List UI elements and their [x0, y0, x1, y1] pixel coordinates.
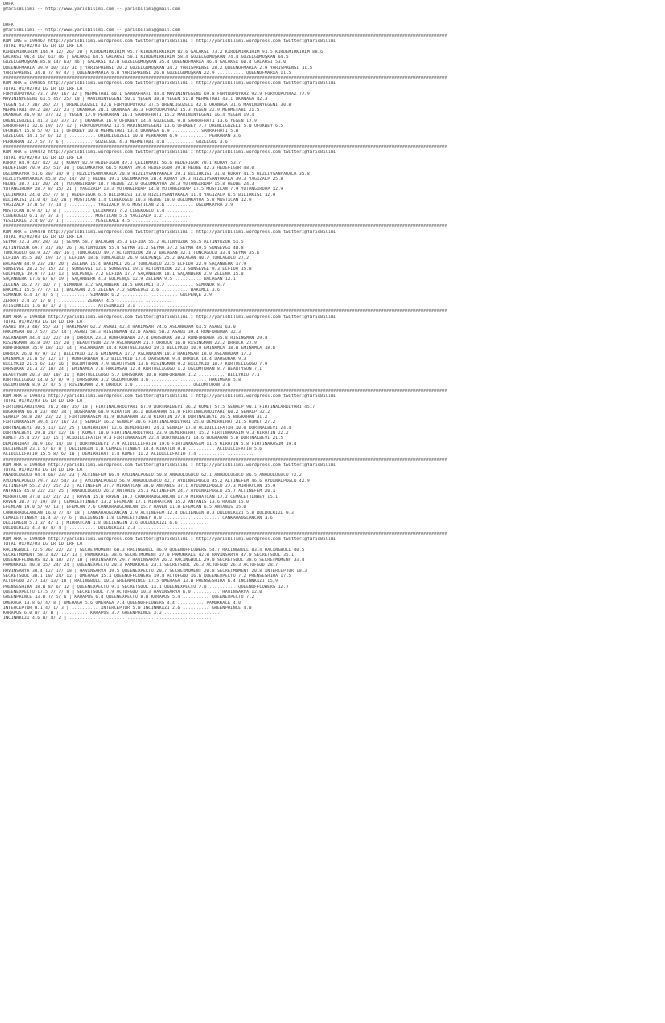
table-row: SARRAFHATI 32.6 19/ 17/ 12 | FORYOUPOYRAZ 11.5 MAVININYEGENI 13.6 UFUKBEY 7.7 ÖRENLIGÜZELI 5.0 UFUKBEY 6.5	[3, 123, 284, 129]
table-row: YESILKALE 2.4 0/ 2/ 1 | .......... YESILKALE 4.5 .......... ..........	[3, 219, 189, 225]
table-row: INCINNKIZI 4.6 0/ 4/ 2 | .......... .......... .......... .......... ..........	[3, 616, 212, 622]
table-row: BEAUTYSUN 20.3 10/ 10/ 11 | KORTVELIGOGO 5.7 DARSOKAK 10.8 RUNFORBABA 1.2 .......... BILLYKID 7.1	[3, 372, 260, 378]
race-section	[3, 76, 662, 145]
table-row: BILLYKID 21.5 6/ 13/ 16 | OGLUMTURAN 7.9 BEAUTYSUN 13.6 RISINGMAN 9.2 BILLYKID 10.7 KORTVELIGOGO 7.9	[3, 362, 268, 368]
table-row: ACIDILLIFATIH 15.5 8/ 6/ 10 | DEMIRHIHAT 1.4 KOMET 11.2 ACIDILLIFATIH 7.4 .......... ..........	[3, 452, 255, 458]
table-row: FIRTINALARDIYARI 76.2 40/ 35/ 18 | FIRTINALARDIYARI 67.9 DÖRTNALBEYI 36.2 KOMET 57.5 SENALP 90.1 FIRTINALARDIYARI 45.7	[3, 404, 315, 410]
table-row: MUSTICAN 8.9 4/ 1/ 8 | .......... ÇELIKMAVI 7.2 CIBEKOGLU 1.4 ..........	[3, 208, 194, 214]
table-row: BILIRKISI 21.0 4/ 13/ 20 | MUSTICAN 1.4 CIBEKOGLU 10.3 HEDBE 10.0 OGLUMKAYRA 5.8 MUSTICAN 12.9	[3, 197, 252, 203]
table-row: EMINAMCA 21.8 5/ 12/ 17 | RUNFORBABA 8.2 BILLYKID 17.4 DARSOKAK 9.4 DRROCK 14.4 DARSOKAK 9.3	[3, 356, 247, 362]
column-headers: TOTAL #1/#2/#3 LG LR LD LRF LA	[3, 468, 83, 474]
race-header: KUM ARA = 199464 http://yarisbilimi.wordpress.com twitter:@YarisBilimi : http://yarisbilimi.wordpress.com twitter:@YarisBilimi	[3, 462, 337, 468]
table-row: YEGEN 53.7 30/ 26/ 27 | ÖRENLIGÜZELI 42.6 FORYOUPOYRAZ 37.5 ÖRENLIGÜZELI 42.6 OKANAGA 31.6 MAVININYEGENI 30.8	[3, 102, 292, 108]
city-title-repeat: URFA	[3, 23, 14, 29]
table-row: KORAY 84.9 42/ 42/ 32 | KORAY 82.9 HEDEFIGÖR 47.2 ÇELIKMAVI 56.6 HEDEFIGÖR 70.1 KORAY 53.7	[3, 160, 241, 166]
contact-line-repeat: @YarisBilimi -- http://www.yarisbilimi.com -- yarisbilimi@gmail.com	[3, 28, 181, 34]
table-row: DÖRTNALBEYI 29.0 24/ 12/ 16 | KOMET 10.0 FIRTINALARDIYARI 23.9 DEMIRHIHAT 15.2 FIRTINAKASIM 9.3 KIRATIN 22.2	[3, 431, 289, 437]
table-row: GÜLPENÇE 19.9 7/ 13/ 13 | GÜLPENÇE 7.2 ELFIDA 17.7 SAÇANBERK 18.1 SAÇANBERK 2.9 ZELENA 15.0	[3, 272, 244, 278]
table-row: DELIENGIN 5.1 3/ 4/ 1 | MIRHATCAN 1.8 DELIENGIN 2.6 DÜLDÜLKIZI 6.6 ..........	[3, 521, 207, 527]
table-row: KIRDEMIRKIRIM 144.9 12/ 26/ 20 | KIRDEMIRKIRIM 95.7 KIRDEMIRKIRIM 82.6 GALAKSI 73.2 KIRDEMIRKIRIM 91.5 KIRDEMIRKIRIM 88.6	[3, 49, 323, 55]
table-row: ÖRENLIGÜZELI 41.3 13/ 37/ 17 | OKANAGA 16.9 UFUKBEY 14.4 GÜZELGÜL 9.8 SARRAFHATI 13.6 YEGEN 17.9	[3, 118, 257, 124]
table-row: ÖMERAGA 13.8 6/ 4/ 8 | ÖMERAGA 5.6 ÖMERAGA 7.4 QUEENOFFLOWERS 4.4 .......... PAMUKKALE 4.0	[3, 600, 241, 606]
column-headers: TOTAL #1/#2/#3 LG LR LD LRF LA	[3, 155, 83, 161]
document	[3, 2, 662, 622]
table-row: ZELENA 16.2 7/ 10/ 7 | SIMANUR 3.2 SAÇANBERK 10.5 BAKIMLI 3.7 .......... SIMANUR 8.7	[3, 282, 226, 288]
table-row: RAVEN 30.7 7/ 19/ 19 | CEMALETTINBEY 13.2 EFEMCAN 17.1 MIRHATCAN 15.2 ANTANIS 13.6 RAVEN 15.0	[3, 499, 249, 505]
race-header: KUM ARA = 199472 http://yarisbilimi.wordpress.com twitter:@YarisBilimi : http://yarisbilimi.wordpress.com twitter:@YarisBilimi	[3, 150, 337, 156]
column-headers: TOTAL #1/#2/#3 LG LR LD LRF LA	[3, 44, 83, 50]
separator-line: ########################################################################################################################################################################	[3, 457, 448, 463]
table-row: ALTINEFEM 55.2 27/ 25/ 22 | ALTINEFEM 37.7 MIRHATCAN 38.0 ANTANIS 37.1 AYDINALPOGLU 27.3 MIRHATCAN 35.9	[3, 484, 276, 490]
table-row: ALTINYÜZÜK 69.7 31/ 36/ 26 | ALTINYÜZÜK 55.4 SEYMA 31.2 SEYMA 37.2 SEYMA 49.5 SONSEVGI 40.8	[3, 245, 244, 251]
table-row: DÖRTNALBEYI 30.5 11/ 12/ 25 | DEMIRHIHAT 12.6 DEMIRHIHAT 24.1 SENALP 17.8 ACIDILLIFATIH 10.0 DÖRTNALBEYI 24.4	[3, 425, 292, 431]
table-row: PRENSESHIRA 18.8 8/ 6/ 12 | QUEENEXPECTO 9.1 SECRETSOUL 11.1 QUEENEXPECTO 7.0 .......... QUEENOFFLOWERS 12.7	[3, 584, 289, 590]
table-row: KOMET 25.4 27/ 13/ 15 | ACIDILLIFATIH 9.3 FIRTINAKASIM 22.4 DÖRTNALBEYI 14.6 BUGRAHAN 5.8 DÖRTNALBEYI 21.5	[3, 436, 284, 442]
separator-line: ########################################################################################################################################################################	[3, 145, 448, 151]
column-headers: TOTAL #1/#2/#3 LG LR LD LRF LA	[3, 319, 83, 325]
table-row: YAGIZALP 17.8 5/ 7/ 14 | .......... YAGIZALP 9.6 MUSTICAN 2.6 .......... OGLUMKAYRA 2.9	[3, 203, 233, 209]
table-row: GÜZELGÜL 14.1 5/ 6/ 12 | .......... ÖRENLIGÜZELI 10.0 PERKARAN 6.9 .......... PERKARAN 3.6	[3, 134, 241, 140]
separator-line: ########################################################################################################################################################################	[3, 224, 448, 230]
table-row: PAMUKKALE 40.8 15/ 24/ 24 | QUEENEXPECTO 20.3 PAMUKKALE 23.1 SECRETSOUL 26.3 ACTOFGOD 26.3 ACTOFGOD 28.7	[3, 563, 278, 569]
table-row: PERKARAN 12.7 5/ 7/ 6 | .......... GÜZELGÜL 4.3 MEHMETABI 4.0 .......... GÜZELGÜL 3.6	[3, 139, 228, 145]
separator-line: ########################################################################################################################################################################	[3, 76, 448, 82]
table-row: QUEENOFMARIA 39.9 10/ 31/ 31 | YARISPRENSI 20.2 GÜZELGÜMÜŞKAN 34.2 YARISPRENSI 28.2 QUEENOFMARIA 2.9 YARISPRENSI 11.5	[3, 65, 313, 71]
table-row: ASABI 89.3 40/ 55/ 33 | HAKIMSAH 62.2 ASABI 42.4 HAKIMSAH 74.6 ASLANADAM 61.5 ASABI 63.0	[3, 325, 236, 331]
table-row: DÜLDÜLKIZI 4.3 0/ 4/ 4 | .......... DÜLDÜLKIZI 2.3 .......... ..........	[3, 526, 194, 532]
table-row: GALAKSI 96.4 16/ 61/ 46 | GALAKSI 64.5 GALAKSI 50.1 KIRDEMIRKIRIM 58.4 GÜZELGÜMÜŞKAN 74.4 GÜZELGÜMÜŞKAN 64.5	[3, 54, 289, 60]
race-section	[3, 532, 662, 622]
table-row: RACINGBULL 72.5 36/ 22/ 22 | SECRETMOMENT 68.3 RACINGBULL 46.9 QUEENOFFLOWERS 54.7 RACINGBULL 83.4 RACINGBULL 40.5	[3, 547, 305, 553]
race-header: KUM ARA = 199471 http://yarisbilimi.wordpress.com twitter:@YarisBilimi : http://yarisbilimi.wordpress.com twitter:@YarisBilimi	[3, 393, 337, 399]
race-section	[3, 309, 662, 388]
separator-line: ########################################################################################################################################################################	[3, 33, 448, 39]
table-row: KORTVELIGOGO 14.0 5/ 8/ 9 | DARSOKAK 3.2 OGLUMTURAN 3.6 .......... .......... HAKIMSAH 5.8	[3, 378, 241, 384]
separator-line: ########################################################################################################################################################################	[3, 388, 448, 394]
table-row: CANKARAOGLANCAN 16.0 7/ 4/ 18 | CANKARAOGLANCAN 2.9 ALTINEFEM 12.4 DELIENGIN 8.3 DÜLDÜLKIZI 5.8 DÜLDÜLKIZI 9.3	[3, 510, 294, 516]
table-row: YUTANGIRDAP 28.7 8/ 15/ 21 | YAGIZALP 13.3 YUTANGIRDAP 14.8 YUTANGIRDAP 17.5 MUSTICAN 7.9 YUTANGIRDAP 12.9	[3, 187, 284, 193]
table-row: GREENPRINCE 13.8 7/ 5/ 6 | KARAPUS 6.4 QUEENEXPECTO 8.8 KARAPUS 5.4 .......... QUEENEXPECTO 7.2	[3, 595, 255, 601]
table-row: HAKIMSAH 60.7 57/ 15/ 14 | ASABI 58.3 RISINGMAN 42.0 ASABI 58.2 ASABI 39.4 RUNFORBABA 32.3	[3, 330, 241, 336]
race-header: KUM ARA = 199470 http://yarisbilimi.wordpress.com twitter:@YarisBilimi : http://yarisbilimi.wordpress.com twitter:@YarisBilimi	[3, 229, 337, 235]
table-row: QUEENOFFLOWERS 42.6 18/ 27/ 18 | HAVINSARYA 29.7 HAVINSARYA 26.2 RACINGBULL 29.0 SECRETSOUL 38.6 SECRETMOMENT 33.4	[3, 558, 305, 564]
table-row: AYDINALPOGLU 79.7 32/ 54/ 33 | AYDINALPOGLU 56.9 ANADOLUGÜCÜ 42.7 AYDINALPOGLU 45.2 ALTINEFEM 46.6 AYDINALPOGLU 42.9	[3, 478, 310, 484]
race-section	[3, 34, 662, 76]
table-row: GÜZELGÜMÜŞKAN 85.8 14/ 63/ 46 | GALAKSI 42.0 GÜZELGÜMÜŞKAN 35.4 QUEENOFMARIA 46.4 GALAKSI 60.4 GALAKSI 53.0	[3, 60, 286, 66]
separator-line: ########################################################################################################################################################################	[3, 531, 448, 537]
table-row: UFUKBEY 15.8 5/ 9/ 11 | UFUKBEY 10.0 MEHMETABI 13.4 OKANAGA 6.9 .......... SARRAFHATI 5.8	[3, 129, 239, 135]
race-header: KUM ARA = 199469 http://yarisbilimi.wordpress.com twitter:@YarisBilimi : http://yarisbilimi.wordpress.com twitter:@YarisBilimi	[3, 536, 337, 542]
table-row: SONSEVGI 28.2 5/ 15/ 22 | SONSEVGI 12.1 SONSEVGI 19.1 ALTINYÜZÜK 22.1 SONSEVGI 9.3 ELFIDA 15.8	[3, 266, 252, 272]
table-row: BALAGAN 44.9 23/ 20/ 20 | ZELENA 15.4 BAKIMLI 26.3 TUNCAGÖLÜ 22.5 ELFIDA 22.9 SAÇANBERK 17.9	[3, 261, 247, 267]
table-row: HEDBE 38.7 11/ 20/ 24 | YUTANGIRDAP 18.7 HEDBE 22.0 OGLUMKAYRA 28.3 YUTANGIRDAP 15.8 HEDBE 24.3	[3, 182, 255, 188]
table-row: HAVINSARYA 38.4 12/ 17/ 18 | HAVINSARYA 19.5 QUEENEXPECTO 20.7 SECRETMOMENT 20.8 SECRETMOMENT 20.8 INTERCEPTOR 18.3	[3, 568, 307, 574]
contact-line: @YarisBilimi -- http://www.yarisbilimi.com -- yarisbilimi@gmail.com	[3, 7, 181, 13]
table-row: FIRTINAKASIM 39.4 17/ 16/ 23 | SENALP 16.2 SENALP 30.6 FIRTINALARDIYARI 25.0 DEMIRHIHAT 21.5 KOMET 27.2	[3, 420, 276, 426]
separator-line: ########################################################################################################################################################################	[3, 309, 448, 315]
table-row: SECRETMOMENT 58.3 42/ 12/ 13 | PAMUKKALE 38.6 SECRETMOMENT 27.0 PAMUKKALE 42.0 HAVINSARYA 47.0 SECRETSOUL 35.1	[3, 552, 294, 558]
column-headers: TOTAL #1/#2/#3 LG LR LD LRF LA	[3, 542, 83, 548]
table-row: DELIENGIN 23.1 5/ 6/ 8 | DELIENGIN 1.8 CEMALETTINBEY 14.4 KIRATIN 8.0 .......... ACIDILLIFATIH 5.6	[3, 446, 263, 452]
table-row: DARSOKAK 21.3 2/ 18/ 24 | EMINAMCA 7.6 HAKIMSAH 12.4 KORTVELIGOGO 1.2 OGLUMTURAN 8.7 BEAUTYSUN 7.1	[3, 367, 263, 373]
table-row: INTERCEPTOR 8.1 4/ 1/ 3 | .......... INTERCEPTOR 5.8 INCINNKIZI 2.6 .......... GREENPRINCE 4.0	[3, 605, 252, 611]
column-headers: TOTAL #1/#2/#3 LG LR LD LRF LA	[3, 86, 83, 92]
table-row: MIRHATCAN 37.0 13/ 21/ 22 | RAVEN 15.0 RAVEN 18.7 CANKARAOGLANCAN 17.9 MIRHATCAN 17.2 CEMALETTINBEY 15.1	[3, 494, 278, 500]
city-title: URFA	[3, 2, 14, 7]
table-row: ZERHAT 2.4 2/ 1/ 0 | .......... ZERHAT 4.5 .......... ..........	[3, 298, 173, 304]
table-row: ACTOFGOD 27.7 13/ 13/ 18 | RACINGBULL 10.3 GREENPRINCE 17.5 ÖMERAGA 13.0 PRENSESHIRA 6.4 INCINNKIZI 15.9	[3, 579, 278, 585]
table-row: CIBEKOGLU 6.1 3/ 3/ 3 | .......... MUSTICAN 5.5 YAGIZALP 1.2 ..........	[3, 213, 191, 219]
table-row: SEYMA 72.3 39/ 28/ 32 | SEYMA 58.7 BALAGAN 35.3 ELFIDA 55.2 ALTINYÜZÜK 56.5 ALTINYÜZÜK 51.5	[3, 240, 244, 246]
race-section	[3, 145, 662, 224]
table-row: ELFIDA 45.5 30/ 19/ 17 | ELFIDA 18.6 TUNCAGÖLÜ 26.9 GÜLPENÇE 25.2 BALAGAN 40.7 TUNCAGÖLÜ 27.2	[3, 256, 249, 262]
table-row: MEHMETABI 49.2 18/ 22/ 23 | OKANAGA 20.1 OKANAGA 36.3 FORYOUPOYRAZ 15.3 YEGEN 22.9 MEHMETABI 21.5	[3, 107, 260, 113]
column-headers: TOTAL #1/#2/#3 LG LR LD LRF LA	[3, 235, 83, 241]
table-row: SECRETSOUL 38.1 10/ 24/ 12 | ÖMERAGA 15.1 QUEENOFFLOWERS 19.4 ACTOFGOD 16.6 QUEENEXPECTO 7.2 PRENSESHIRA 17.5	[3, 574, 292, 580]
table-row: YARISPRENSI 34.0 7/ 9/ 47 | QUEENOFMARIA 6.8 YARISPRENSI 26.8 GÜZELGÜMÜŞKAN 22.9 .......... QUEENOFMARIA 11.5	[3, 70, 292, 76]
table-row: RUNFORBABA 35.9 18/ 11/ 14 | ASLANADAM 14.4 KORTVELIGOGO 19.1 BILLYKID 10.9 EMINAMCA 18.0 EMINAMCA 18.6	[3, 346, 276, 352]
table-row: MAVININYEGENI 61.5 45/ 25/ 18 | MAVININYEGENI 50.1 YEGEN 38.8 YEGEN 51.0 MEHMETABI 43.1 OKANAGA 42.3	[3, 97, 268, 103]
table-row: HIZLIYSANYAKALA 45.8 25/ 14/ 20 | HEDBE 19.1 OGLUMKAYRA 28.4 KORAY 29.3 HIZLIYSANYAKALA 39.3 YAGIZALP 25.8	[3, 176, 284, 182]
table-row: QUEENEXPECTO 17.5 7/ 7/ 8 | SECRETSOUL 7.9 ACTOFGOD 10.3 HAVINSARYA 6.0 .......... HAVINSARYA 12.0	[3, 589, 263, 595]
table-row: ASLANADAM 44.4 13/ 22/ 19 | DRROCK 23.3 RUNFORBABA 27.4 DARSOKAK 38.2 RUNFORBABA 35.8 RISINGMAN 29.4	[3, 335, 268, 341]
race-section	[3, 458, 662, 532]
table-row: HEDEFIGÖR 70.9 35/ 51/ 30 | OGLUMKAYRA 66.5 KORAY 39.4 HEDEFIGÖR 39.8 HEDBE 42.3 HEDEFIGÖR 48.0	[3, 166, 255, 172]
table-row: KARAPUS 6.0 0/ 3/ 8 | .......... KARAPUS 3.7 GREENPRINCE 1.2 .......... ..........	[3, 611, 220, 617]
race-section	[3, 389, 662, 458]
table-row: OKANAGA 46.9 8/ 37/ 32 | YEGEN 17.9 PERKARAN 16.1 SARRAFHATI 15.2 MAVININYEGENI 16.4 YEGEN 19.4	[3, 113, 255, 119]
table-row: DEMIRHIHAT 30.9 16/ 14/ 10 | DÖRTNALBEYI 7.9 ACIDILLIFATIH 19.6 FIRTINAKASIM 11.5 KIRATIN 5.8 FIRTINAKASIM 19.4	[3, 441, 297, 447]
table-row: ANTANIS 45.0 22/ 21/ 25 | ANADOLUGÜCÜ 26.2 ANTANIS 25.1 ALTINEFEM 24.7 AYDINALPOGLU 25.7 ALTINEFEM 20.1	[3, 489, 276, 495]
table-row: RISINGMAN 36.8 19/ 15/ 20 | BEAUTYSUN 22.9 ASLANADAM 21.7 DRROCK 16.0 RISINGMAN 22.2 DRROCK 27.9	[3, 341, 257, 346]
table-row: EFEMCAN 19.0 5/ 9/ 13 | EFEMCAN 7.6 CANKARAOGLANCAN 15.7 RAVEN 11.8 EFEMCAN 6.5 ANTANIS 15.0	[3, 505, 247, 511]
table-row: ATISINKIZI 1.6 0/ 1/ 2 | .......... ATISINKIZI 3.1 .......... ..........	[3, 303, 194, 309]
column-headers: TOTAL #1/#2/#3 LG LR LD LRF LA	[3, 399, 83, 405]
table-row: BUGRAHAN 66.8 23/ 48/ 34 | BUGRAHAN 60.9 KIRATIN 36.1 BUGRAHAN 51.8 FIRTINALARDIYARI 60.2 SENALP 32.2	[3, 409, 270, 415]
race-header: KUM ARA = 199468 http://yarisbilimi.wordpress.com twitter:@YarisBilimi : http://yarisbilimi.wordpress.com twitter:@YarisBilimi	[3, 314, 337, 320]
race-section	[3, 224, 662, 309]
table-row: SAÇANBERK 17.6 6/ 6/ 19 | SAÇANBERK 4.3 GÜLPENÇE 12.9 ZELENA 9.5 .......... BALAGAN 12.1	[3, 277, 236, 283]
table-row: TUNCAGÖLÜ 60.9 32/ 30/ 16 | TUNCAGÖLÜ 49.7 ALTINYÜZÜK 28.2 BALAGAN 32.1 TUNCAGÖLÜ 33.4 SEYMA 35.6	[3, 250, 260, 256]
table-row: CEMALETTINBEY 16.4 3/ 7/ 6 | DELIENGIN 1.8 CEMALETTINBEY 8.0 .......... .......... CANKARAOGLANCAN 3.6	[3, 515, 273, 521]
race-sections	[3, 34, 662, 622]
table-row: BAKIMLI 15.5 7/ 7/ 11 | BALAGAN 2.5 ZELENA 7.2 SONSEVGI 2.6 .......... BAKIMLI 3.6	[3, 288, 220, 294]
table-row: OGLUMKAYRA 51.6 30/ 34/ 9 | HIZLIYSANYAKALA 20.8 HIZLIYSANYAKALA 29.1 BILIRKISI 31.0 KORAY 41.5 HIZLIYSANYAKALA 35.8	[3, 171, 310, 177]
race-header: KUM İNG = 199467 http://yarisbilimi.wordpress.com twitter:@YarisBilimi : http://yarisbilimi.wordpress.com twitter:@YarisBilimi	[3, 39, 337, 45]
table-row: ÇELIKMAVI 24.0 25/ 7/ 8 | HEDEFIGÖR 6.5 BILIRKISI 13.0 HIZLIYSANYAKALA 11.4 YAGIZALP 6.5 BILIRKISI 12.9	[3, 192, 276, 198]
table-row: ANADOLUGÜCÜ 94.4 66/ 23/ 23 | ALTINEFEM 66.4 AYDINALPOGLU 50.8 ANADOLUGÜCÜ 62.1 ANADOLUGÜCÜ 86.5 ANADOLUGÜCÜ 72.2	[3, 473, 302, 479]
table-row: FORYOUPOYRAZ 73.7 39/ 16/ 32 | MEHMETABI 60.1 SARRAFHATI 44.4 MAVININYEGENI 69.8 FORYOUPOYRAZ 92.9 FORYOUPOYRAZ 77.9	[3, 92, 310, 98]
table-row: SIMANUR 6.4 1/ 4/ 5 | .......... SIMANUR 6.2 .......... .......... GÜLPENÇE 2.9	[3, 293, 212, 299]
race-header: KUM ARA = 199465 http://yarisbilimi.wordpress.com twitter:@YarisBilimi : http://yarisbilimi.wordpress.com twitter:@YarisBilimi	[3, 81, 337, 87]
table-row: DRROCK 26.0 9/ 9/ 12 | BILLYKID 12.6 EMINAMCA 17.7 ASLANADAM 10.3 HAKIMSAH 18.0 ASLANADAM 17.2	[3, 351, 252, 357]
table-row: SENALP 58.8 28/ 23/ 22 | FIRTINAKASIM 41.9 BUGRAHAN 32.0 KIRATIN 27.8 DÖRTNALBEYI 26.5 BUGRAHAN 31.2	[3, 415, 268, 421]
table-row: OGLUMTURAN 8.9 2/ 4/ 5 | RISINGMAN 2.9 DRROCK 1.0 .......... .......... OGLUMTURAN 3.6	[3, 383, 231, 389]
